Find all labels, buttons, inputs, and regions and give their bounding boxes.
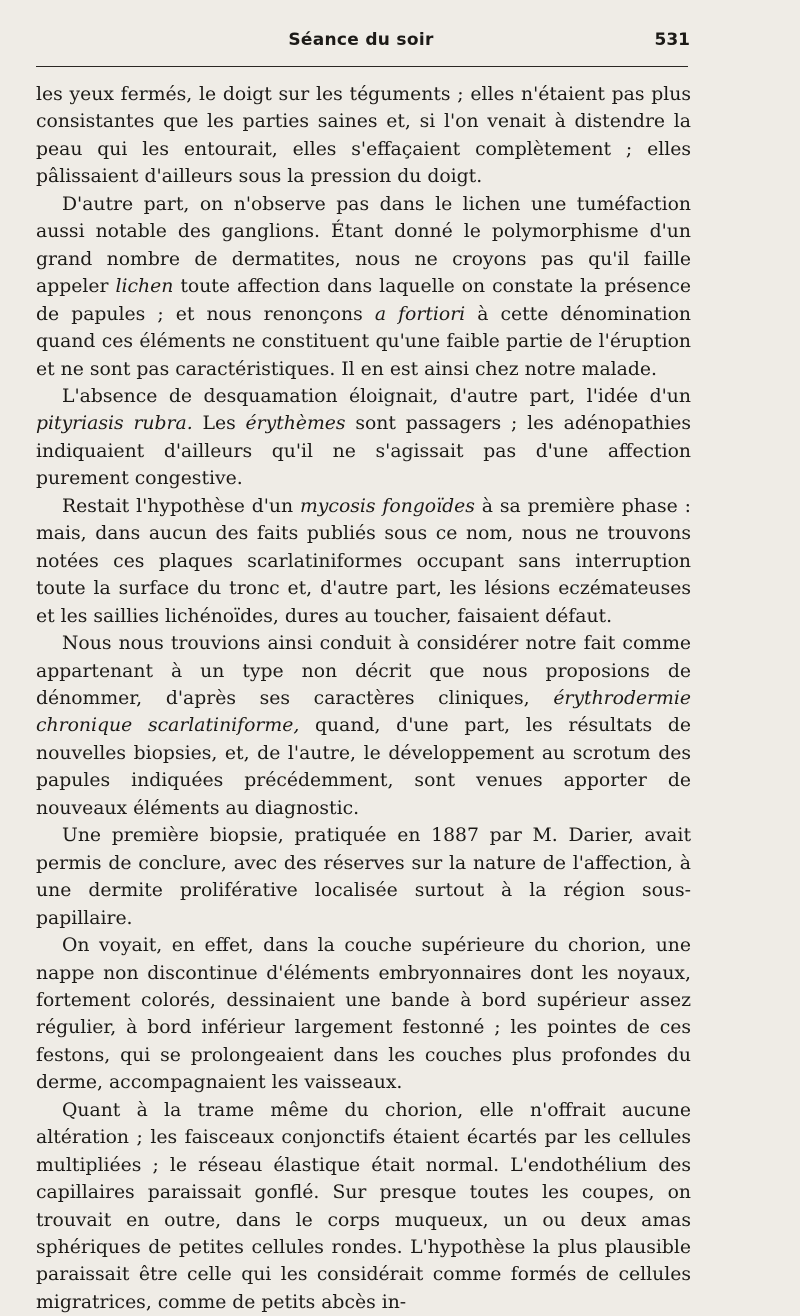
text-run: quand, d'une part, les résultats de nouvelles biopsies, et, de l'autre, le développement au scrotum des papules indiquées précédemment, sont venues apporter de nouveaux éléments au diagnostic. — [36, 715, 691, 819]
italic-text: érythèmes — [245, 413, 346, 435]
text-run: On voyait, en effet, dans la couche supérieure du chorion, une nappe non discontinue d'éléments embryonnaires dont les noyaux, fortement colorés, dessinaient une bande à bord supérieur assez régulier, à bord inférieur largement festonné ; les pointes de ces festons, qui se prolongeaient dans les couches plus profondes du derme, accompagnaient les vaisseaux. — [36, 935, 691, 1094]
italic-text: lichen — [115, 276, 174, 298]
text-run: sont passagers ; les adénopathies indiquaient d'ailleurs qu'il ne s'agissait pas d'une affection purement congestive. — [36, 413, 691, 490]
italic-text: pityriasis rubra. — [36, 413, 193, 435]
text-run: Les — [192, 413, 246, 435]
paragraph — [36, 1097, 691, 1316]
text-run: Une première biopsie, pratiquée en 1887 par M. Darier, avait permis de conclure, avec des réserves sur la nature de l'affection, à une dermite proliférative localisée surtout à la région sous-papillaire. — [36, 825, 691, 929]
paragraph — [36, 493, 691, 630]
paragraph — [36, 932, 691, 1097]
body-text — [36, 81, 691, 1316]
page-header — [36, 28, 690, 58]
text-run: D'autre part, on n'observe pas dans le lichen une tuméfaction aussi notable des ganglions. Étant donné le polymorphisme d'un grand nombre de dermatites, nous ne croyons pas qu'il faille appeler — [36, 193, 691, 298]
text-run: les yeux fermés, le doigt sur les téguments ; elles n'étaient pas plus consistantes que les parties saines et, si l'on venait à distendre la peau qui les entourait, elles s'effaçaient complètement ; elles pâlissaient d'ailleurs sous la pression du doigt. — [36, 84, 691, 188]
italic-text: mycosis fongoïdes — [300, 495, 475, 517]
text-run: à cette dénomination quand ces éléments ne constituent qu'une faible partie de l'éruption et ne sont pas caractéristiques. Il en est ainsi chez notre malade. — [36, 303, 691, 380]
header-rule — [36, 66, 688, 67]
text-run: Restait l'hypothèse d'un — [62, 495, 300, 517]
text-run: L'absence de desquamation éloignait, d'autre part, l'idée d'un — [62, 385, 691, 407]
paragraph — [36, 81, 691, 191]
italic-text: érythrodermie chronique scarlatiniforme, — [36, 687, 691, 737]
paragraph — [36, 822, 691, 932]
text-run: Nous nous trouvions ainsi conduit à considérer notre fait comme appartenant à un type non décrit que nous proposions de dénommer, d'après ses caractères cliniques, — [36, 633, 691, 709]
text-run: Quant à la trame même du chorion, elle n'offrait aucune altération ; les faisceaux conjonctifs étaient écartés par les cellules multipliées ; le réseau élastique était normal. L'endothélium des capillaires paraissait gonflé. Sur presque toutes les coupes, on trouvait en outre, dans le corps muqueux, un ou deux amas sphériques de petites cellules rondes. L'hypothèse la plus plausible paraissait être celle qui les considérait comme formés de cellules migratrices, comme de petits abcès in- — [36, 1099, 691, 1313]
text-run: toute affection dans laquelle on constate la présence de papules ; et nous renonçons — [36, 276, 691, 325]
paragraph — [36, 191, 691, 383]
paragraph — [36, 630, 691, 822]
paragraph — [36, 383, 691, 493]
italic-text: a fortiori — [374, 303, 466, 325]
page-number: 531 — [654, 30, 690, 50]
text-run: à sa première phase : mais, dans aucun des faits publiés sous ce nom, nous ne trouvons notées ces plaques scarlatiniformes occupant sans interruption toute la surface du tronc et, d'autre part, les lésions eczémateuses et les saillies lichénoïdes, dures au toucher, faisaient défaut. — [36, 495, 691, 627]
running-title: Séance du soir — [288, 30, 434, 50]
